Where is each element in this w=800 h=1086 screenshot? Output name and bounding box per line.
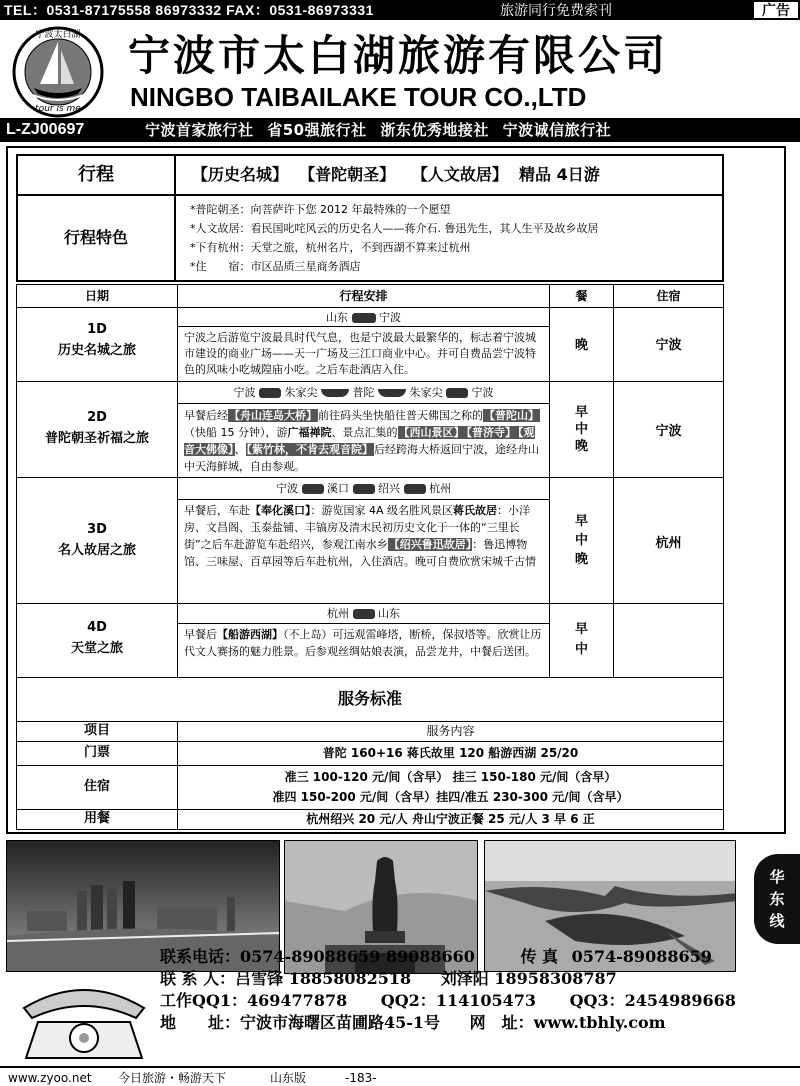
qq3-label: QQ3： [569,991,625,1010]
service-item: 门票 [16,742,178,766]
footer-site[interactable]: www.zyoo.net [8,1071,92,1085]
desc-text: ：小洋房、文昌阁、玉泰盐铺、丰镐房及清末民初历史文化于一体的“三里长街”之后车赴游览车赴绍兴，参观江南水乡 [184,504,531,551]
bus-icon [259,388,281,398]
phone-label: 联系电话： [160,947,241,966]
person-label: 联 系 人： [160,969,236,988]
desc-text: 、景点汇集的 [331,426,398,439]
page-number: -183- [345,1071,377,1085]
bus-icon [302,484,324,494]
desc-text: ：游览国家 4A 级名胜风景区 [310,504,454,517]
contact-person: 吕雪锋 18858082518 [235,969,412,988]
ship-icon [321,389,349,397]
free-catalog-text: 旅游同行免费索刊 [500,2,612,18]
qq3: 2454989668 [624,991,736,1010]
region-tab-label: 华 东 线 [769,868,785,930]
qq2-label: QQ2： [380,991,436,1010]
route-stop: 普陀 [352,386,375,399]
route-suffix: 精品 4日游 [519,165,600,184]
route-stop: 山东 [378,607,400,620]
desc-highlight: 【奉化溪口】 [250,504,311,517]
qq1-label: 工作QQ1： [160,991,248,1010]
contact-line [160,990,780,1012]
day-number: 4D [87,620,107,635]
itinerary-frame [6,146,786,834]
contact-line [160,1012,780,1034]
website[interactable]: www.tbhly.com [533,1013,666,1032]
telephone-icon [14,978,154,1062]
footer-slogan: 今日旅游・畅游天下 [118,1071,227,1085]
phone-number: 0574-89088659 89088660 [240,947,475,966]
route-title [176,156,722,194]
route-line [178,308,549,327]
day-number: 1D [87,322,107,337]
desc-highlight: 【西山景区】 [398,426,465,439]
day-hotel: 杭州 [614,478,724,604]
address: 宁波市海曙区苗圃路45-1号 [240,1013,441,1032]
service-content: 杭州绍兴 20 元/人 舟山宁波正餐 25 元/人 3 早 6 正 [178,810,724,830]
service-title: 服务标准 [16,678,724,722]
contact-line [160,968,780,990]
day-cell [16,308,178,382]
address-label: 地 址： [160,1013,241,1032]
desc-highlight: 【普陀山】 [484,409,539,422]
route-tag: 【人文故居】 [411,165,508,184]
feature-item: *住 宿：市区品质三星商务酒店 [190,260,361,273]
desc-highlight: 【紫竹林，不肯去观音院】 [246,443,373,456]
day-schedule [178,478,550,604]
day-hotel [614,604,724,678]
route-line [178,478,549,500]
day-title: 历史名城之旅 [57,343,136,358]
logo-top-text: 宁波太白湖 [35,30,81,40]
company-name-en: NINGBO TAIBAILAKE TOUR CO.,LTD [130,82,587,112]
service-line: 准三 100-120 元/间（含早） 挂三 150-180 元/间（含早） [284,770,617,784]
day-number: 2D [87,410,107,425]
service-item: 住宿 [16,766,178,810]
bus-icon [353,484,375,494]
ad-label: 广告 [752,0,800,20]
desc-highlight: 广福禅院 [287,426,332,439]
desc-highlight: 【普济寺】 [466,426,516,439]
route-tag: 【历史名城】 [192,165,289,184]
service-line: 准四 150-200 元/间（含早）挂四/准五 230-300 元/间（含早） [272,790,629,804]
day-meals: 早 中 晚 [550,382,614,478]
day-schedule [178,308,550,382]
day-schedule [178,604,550,678]
footer-edition: 山东版 [270,1071,307,1085]
day-meals: 晚 [550,308,614,382]
honors [145,118,611,142]
route-tag: 【普陀朝圣】 [299,165,396,184]
route-stop: 宁波 [379,311,401,324]
col-hotel: 住宿 [614,284,724,308]
day-title: 普陀朝圣祈福之旅 [44,431,149,446]
day-cell [16,478,178,604]
desc-text: 后经跨海大桥返回宁波，途经舟山中天海鲜城，自由参观。 [184,443,539,473]
route-line [178,604,549,624]
service-col-item: 项目 [16,722,178,742]
day-desc [178,404,549,478]
desc-text: 早餐后经 [184,409,228,422]
top-tel-fax: TEL：0531-87175558 86973332 FAX：0531-86973331 [4,2,374,18]
license-bar [0,118,800,142]
qq2: 114105473 [435,991,537,1010]
bus-icon [352,313,376,323]
day-desc [178,624,549,662]
top-contact-bar [0,0,800,20]
route-line [178,382,549,404]
route-stop: 山东 [326,311,348,324]
feature-item: *人文故居：看民国叱咤风云的历史名人——蒋介石. 鲁迅先生，其人生平及故乡故居 [190,222,599,235]
desc-highlight: 【舟山连岛大桥】 [229,409,317,422]
contact-person: 刘泽阳 18958308787 [440,969,617,988]
website-label: 网 址： [469,1013,534,1032]
route-stop: 宁波 [233,386,256,399]
route-stop: 溪口 [327,482,349,495]
region-tab [754,854,800,944]
itinerary-label: 行程 [78,164,114,185]
page-footer [0,1066,800,1086]
day-desc [178,500,549,572]
logo-bottom-text: tour is me [35,104,81,114]
honor-item: 宁波诚信旅行社 [502,121,612,139]
features-label: 行程特色 [63,228,128,247]
day-hotel: 宁波 [614,382,724,478]
contact-info [160,946,780,1034]
desc-text: （不上岛）可远观雷峰塔，断桥，保叔塔等。欣赏让历代文人赛扬的魅力胜景。后参观丝绸姑娘表演，品尝龙井，中餐后送团。 [184,628,542,658]
desc-highlight: 【绍兴鲁迅故居】 [388,538,472,551]
route-stop: 朱家尖 [409,386,443,399]
bus-icon [353,609,375,619]
ship-icon [378,389,406,397]
feature-item: *下有杭州：天堂之旅，杭州名片，不到西湖不算来过杭州 [190,241,471,254]
desc-text: 早餐后 [184,628,217,641]
day-number: 3D [87,522,107,537]
col-date: 日期 [16,284,178,308]
features-list [176,196,724,282]
service-item: 用餐 [16,810,178,830]
day-hotel: 宁波 [614,308,724,382]
honor-item: 宁波首家旅行社 [145,121,254,139]
itinerary-label-cell [16,154,176,196]
col-meals: 餐 [550,284,614,308]
desc-text: ：鲁迅博物馆、三味屋、百草园等后车赴杭州，入住酒店。晚可自费欣赏宋城千古情 [184,538,536,568]
desc-highlight: 蒋氏故居 [453,504,498,517]
honor-item: 浙东优秀地接社 [380,121,489,139]
day-meals: 早 中 晚 [550,478,614,604]
day-title: 天堂之旅 [70,641,123,656]
desc-text: 、 [234,443,246,456]
day-cell [16,382,178,478]
route-stop: 宁波 [471,386,494,399]
route-stop: 宁波 [276,482,298,495]
qq1: 469477878 [247,991,348,1010]
bus-icon [446,388,468,398]
route-title-cell [176,154,724,196]
license-number: L-ZJ00697 [6,121,85,138]
honor-item: 省50强旅行社 [267,121,367,139]
company-name-cn: 宁波市太白湖旅游有限公司 [128,31,669,80]
company-logo [10,24,120,118]
features-label-cell [16,196,176,282]
service-content: 普陀 160+16 蒋氏故里 120 船游西湖 25/20 [178,742,724,766]
bus-icon [404,484,426,494]
route-stop: 杭州 [429,482,451,495]
col-schedule: 行程安排 [178,284,550,308]
contact-line [160,946,780,968]
day-title: 名人故居之旅 [57,543,136,558]
fax-label: 传 真 [520,947,559,966]
day-cell [16,604,178,678]
route-stop: 绍兴 [378,482,400,495]
feature-item: *普陀朝圣：向菩萨许下您 2012 年最特殊的一个愿望 [190,203,451,216]
fax-number: 0574-89088659 [571,947,712,966]
route-stop: 杭州 [327,607,349,620]
service-col-content: 服务内容 [178,722,724,742]
desc-text: 前往码头坐快船往普天佛国之称的 [318,409,483,422]
desc-text: 早餐后，车赴 [184,504,250,517]
desc-highlight: 【观音大佛像】 [184,426,535,456]
day-desc: 宁波之后游览宁波最具时代气息，也是宁波最大最繁华的，标志着宁波城市建设的商业广场——天一广场及三江口商业中心。并可自费品尝宁波特色的风味小吃城隍庙小吃。之后车赴酒店入住。 [184,331,536,376]
day-schedule [178,382,550,478]
route-stop: 朱家尖 [284,386,318,399]
desc-highlight: 【船游西湖】 [217,628,283,641]
desc-text: （快船 15 分钟），游 [184,426,288,439]
day-meals: 早 中 [550,604,614,678]
service-content [178,766,724,810]
